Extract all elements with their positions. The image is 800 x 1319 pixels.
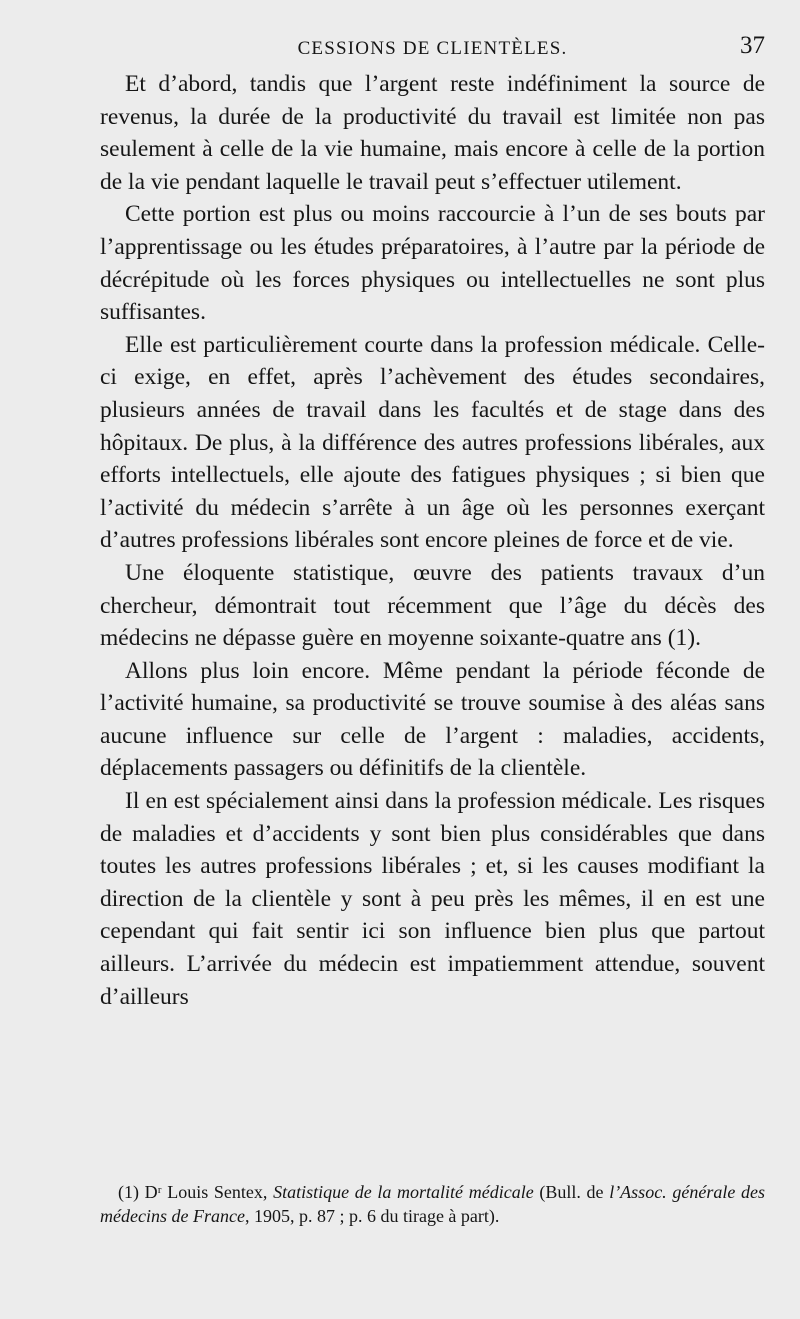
paragraph: Il en est spécialement ainsi dans la profession médicale. Les risques de maladies et d’accidents y sont bien plus considérables que dans toutes les autres professions libérales ; et, si les causes modifiant la direction de la clientèle y sont à peu près les mêmes, il en est une cependant qui fait sentir ici son influence bien plus que partout ailleurs. L’arrivée du médecin est impatiemment attendue, souvent d’ailleurs (100, 788, 765, 1010)
paragraph: Elle est particulièrement courte dans la profession médicale. Celle-ci exige, en effet, après l’achèvement des études secondaires, plusieurs années de travail dans les facultés et de stage dans des hôpitaux. De plus, à la différence des autres professions libérales, aux efforts intellectuels, elle ajoute des fatigues physiques ; si bien que l’activité du médecin s’arrête à un âge où les personnes exerçant d’autres professions libérales sont encore pleines de force et de vie. (100, 331, 765, 554)
footnote (100, 1180, 765, 1228)
paragraph: Une éloquente statistique, œuvre des patients travaux d’un chercheur, démontrait tout récemment que l’âge du décès des médecins ne dépasse guère en moyenne soixante-quatre ans (1). (100, 559, 765, 652)
footnotes (100, 1180, 765, 1228)
footnote-suffix: , 1905, p. 87 ; p. 6 du tirage à part). (244, 1206, 500, 1226)
paragraph: Cette portion est plus ou moins raccourcie à l’un de ses bouts par l’apprentissage ou les études préparatoires, à l’autre par la période de décrépitude où les forces physiques ou intellectuelles ne sont plus suffisantes. (100, 201, 765, 326)
footnote-prefix: (1) Dʳ Louis Sentex, (118, 1182, 274, 1202)
footnote-journal: l’Assoc. générale des médecins de France (100, 1182, 765, 1226)
page-number: 37 (740, 32, 765, 59)
footnote-middle: (Bull. de (533, 1182, 610, 1202)
paragraph: Allons plus loin encore. Même pendant la période féconde de l’activité humaine, sa productivité se trouve soumise à des aléas sans aucune influence sur celle de l’argent : maladies, accidents, déplacements passagers ou définitifs de la clientèle. (100, 657, 765, 782)
running-title: CESSIONS DE CLIENTÈLES. (297, 38, 568, 59)
paragraph: Et d’abord, tandis que l’argent reste indéfiniment la source de revenus, la durée de la productivité du travail est limitée non pas seulement à celle de la vie humaine, mais encore à celle de la portion de la vie pendant laquelle le travail peut s’effectuer utilement. (100, 71, 765, 195)
running-head (100, 30, 765, 66)
body-text (100, 68, 765, 1013)
footnote-title: Statistique de la mortalité médicale (273, 1182, 534, 1202)
